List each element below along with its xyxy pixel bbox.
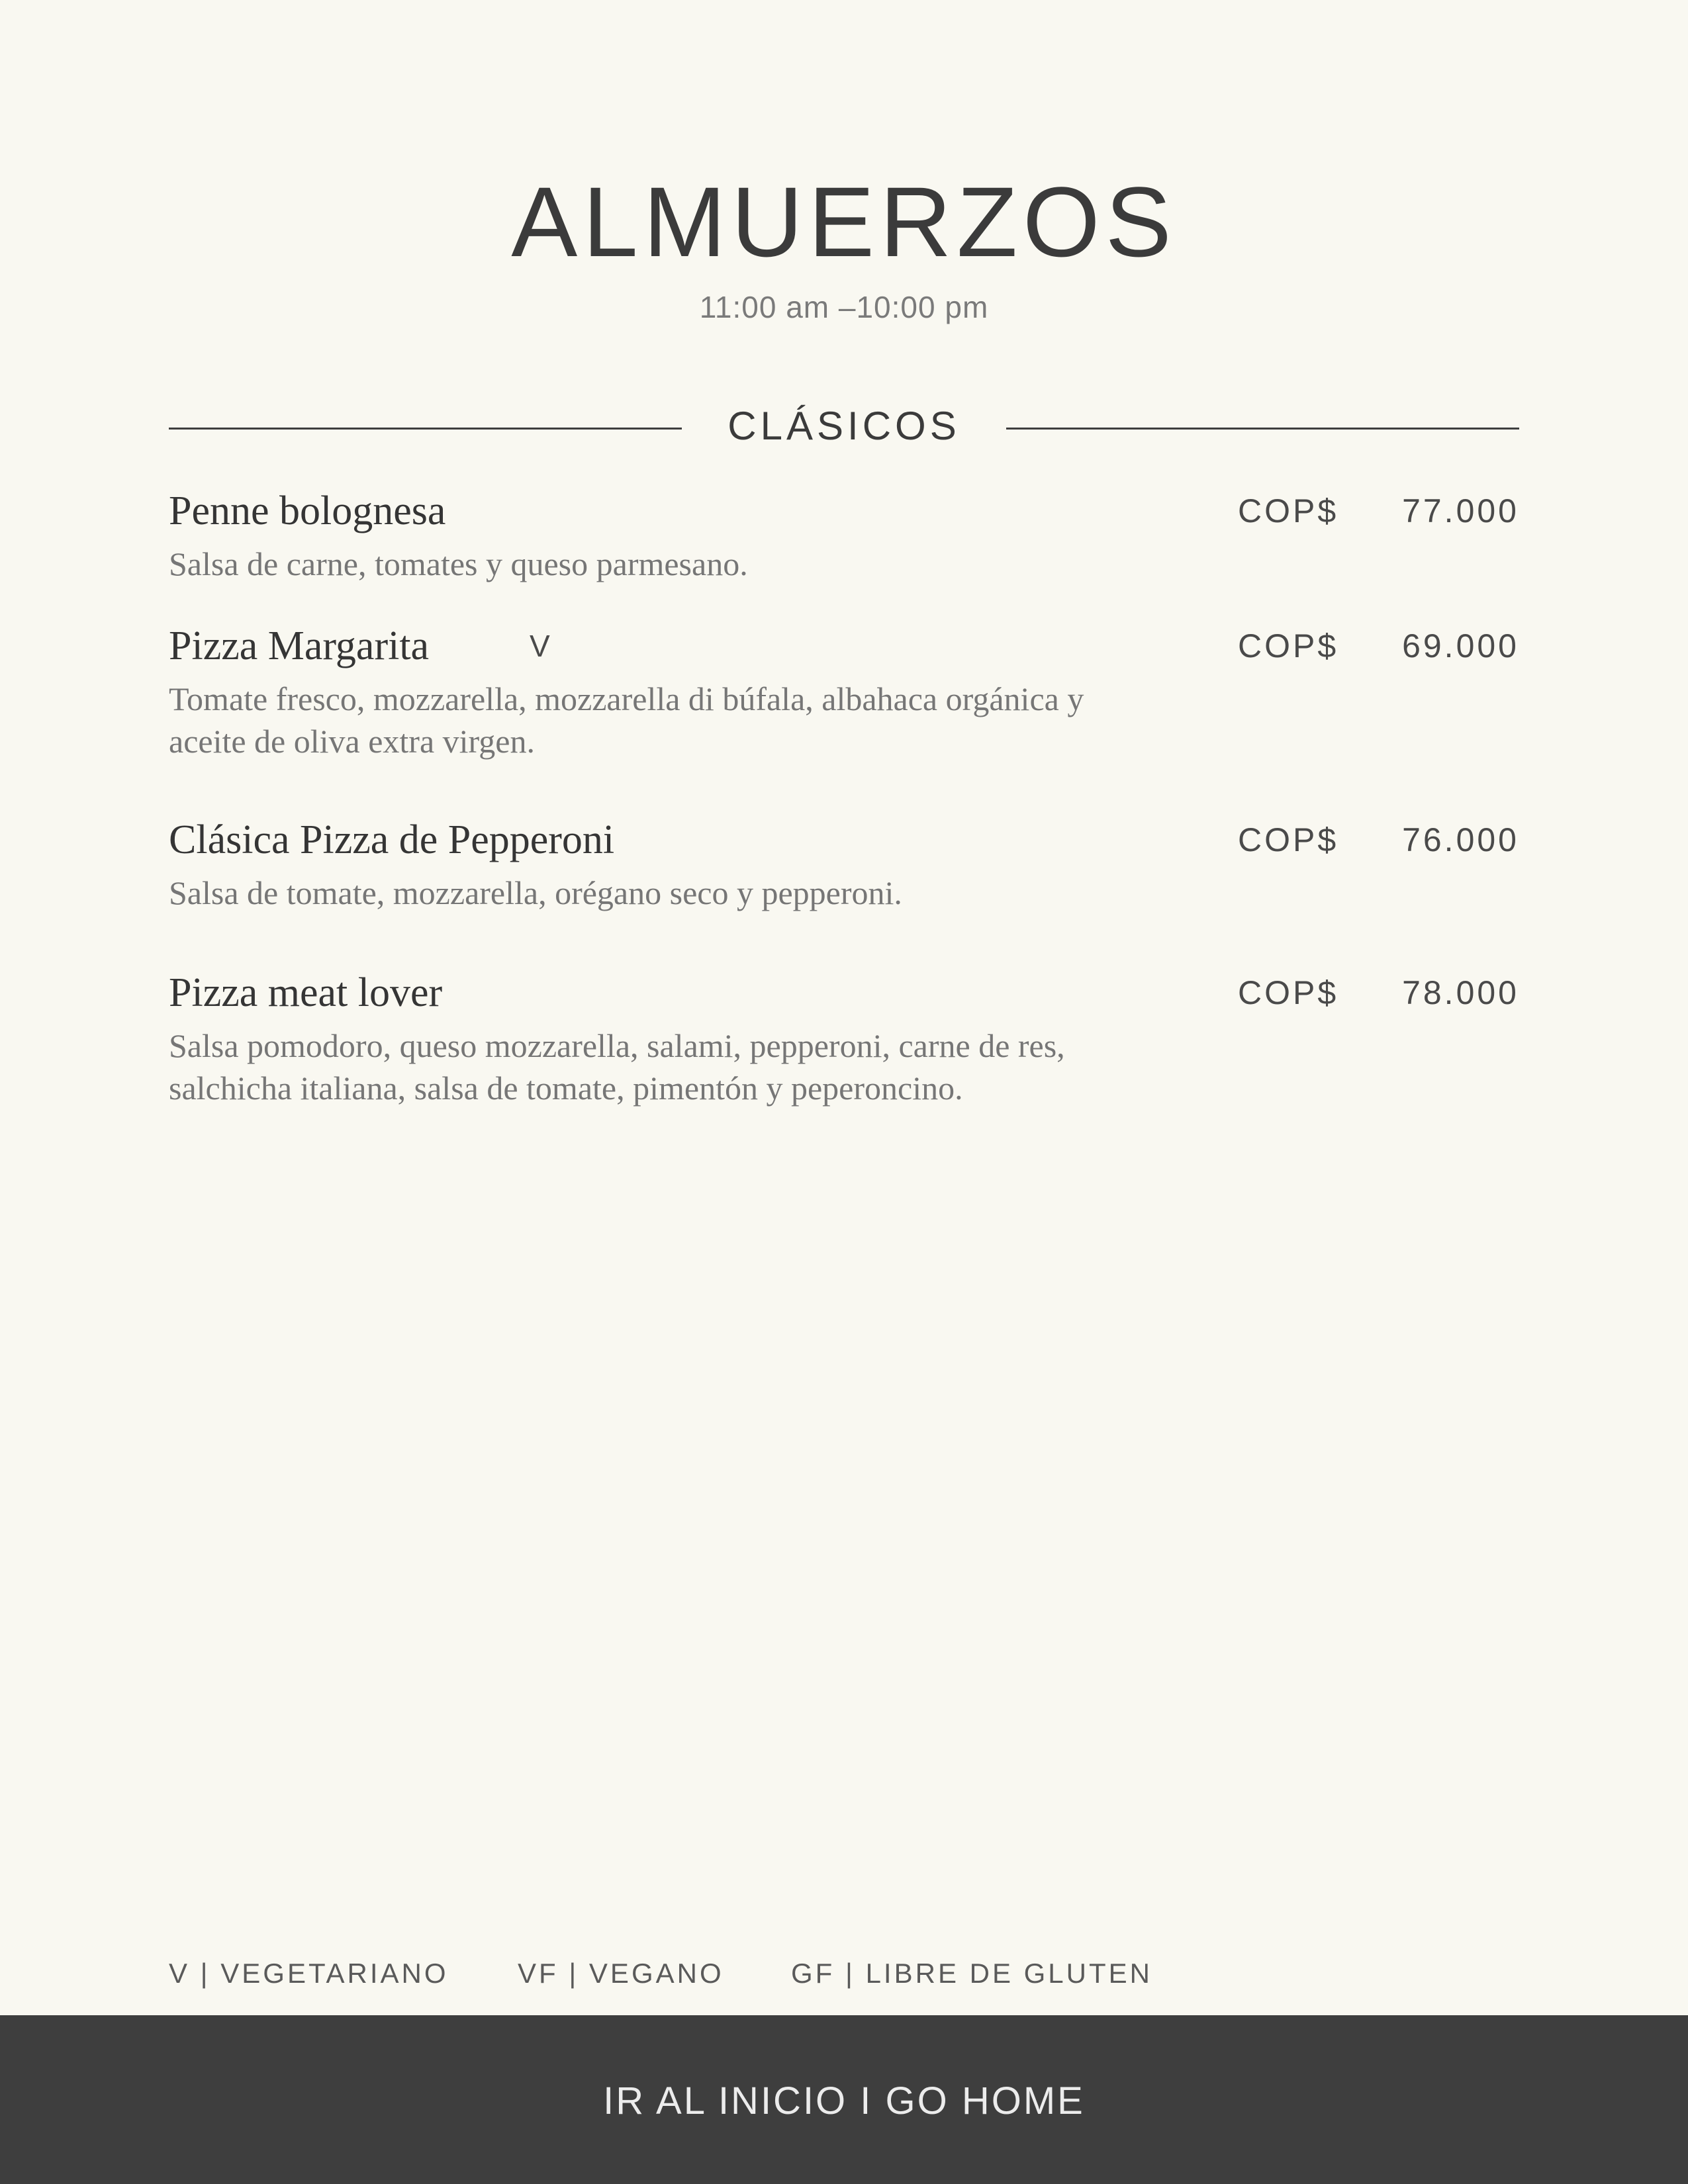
menu-item [169, 619, 1519, 772]
item-price: 76.000 [1402, 821, 1519, 858]
item-name: Pizza Margarita [169, 623, 430, 668]
item-description: Salsa de tomate, mozzarella, orégano seco y pepperoni. [169, 874, 902, 911]
page-title: ALMUERZOS [511, 166, 1177, 277]
item-currency: COP$ [1238, 821, 1339, 858]
section-divider-left [169, 428, 682, 430]
item-name: Pizza meat lover [169, 970, 443, 1015]
item-price: 69.000 [1402, 627, 1519, 664]
footer-bar [0, 2015, 1688, 2184]
menu-item [169, 484, 1519, 590]
legend-gluten-free: GF | LIBRE DE GLUTEN [791, 1958, 1152, 1989]
item-description: Salsa de carne, tomates y queso parmesano. [169, 545, 748, 582]
section-header [169, 400, 1519, 453]
menu-item [169, 966, 1519, 1165]
item-name: Penne bolognesa [169, 488, 446, 533]
opening-hours: 11:00 am –10:00 pm [699, 290, 989, 324]
vegetarian-tag: V [530, 629, 550, 663]
dietary-legend [169, 1954, 1519, 1993]
item-description: Salsa pomodoro, queso mozzarella, salami, pepperoni, carne de res, salchicha italiana, salsa de tomate, pimentón y peperoncino. [169, 1027, 1065, 1107]
item-currency: COP$ [1238, 627, 1339, 664]
item-currency: COP$ [1238, 492, 1339, 529]
legend-vegetarian: V | VEGETARIANO [169, 1958, 449, 1989]
item-description: Tomate fresco, mozzarella, mozzarella di búfala, albahaca orgánica y aceite de oliva extra virgen. [169, 680, 1084, 760]
legend-vegan: VF | VEGANO [518, 1958, 724, 1989]
item-currency: COP$ [1238, 974, 1339, 1011]
menu-item [169, 813, 1519, 919]
item-price: 78.000 [1402, 974, 1519, 1011]
section-title: CLÁSICOS [727, 404, 961, 448]
item-price: 77.000 [1402, 492, 1519, 529]
go-home-link[interactable]: IR AL INICIO I GO HOME [603, 2079, 1085, 2122]
item-name: Clásica Pizza de Pepperoni [169, 817, 615, 862]
section-divider-right [1006, 428, 1519, 430]
